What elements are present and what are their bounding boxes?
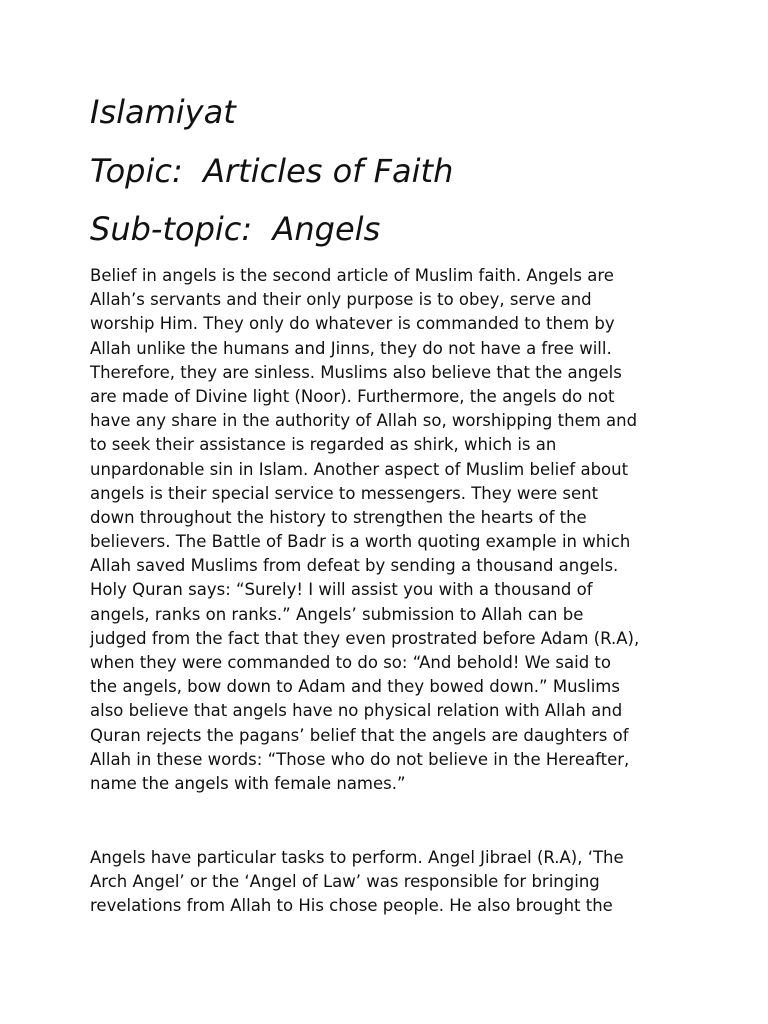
paragraph-line: angels is their special service to messengers. They were sent — [90, 483, 599, 503]
paragraph-line: Allah unlike the humans and Jinns, they do not have a free will. — [90, 338, 612, 358]
body-paragraph-2 — [90, 846, 690, 919]
paragraph-line: Allah saved Muslims from defeat by sending a thousand angels. — [90, 556, 619, 576]
paragraph-line: name the angels with female names.” — [90, 773, 406, 793]
paragraph-line: angels, ranks on ranks.” Angels’ submission to Allah can be — [90, 604, 584, 624]
paragraph-line: Quran rejects the pagans’ belief that the angels are daughters of — [90, 725, 629, 745]
paragraph-line: the angels, bow down to Adam and they bowed down.” Muslims — [90, 677, 620, 697]
paragraph-line: are made of Divine light (Noor). Furthermore, the angels do not — [90, 386, 615, 406]
paragraph-line: unpardonable sin in Islam. Another aspect of Muslim belief about — [90, 459, 629, 479]
paragraph-line: also believe that angels have no physical relation with Allah and — [90, 701, 623, 721]
paragraph-line: worship Him. They only do whatever is commanded to them by — [90, 314, 615, 334]
paragraph-line: down throughout the history to strengthen the hearts of the — [90, 507, 587, 527]
paragraph-line: believers. The Battle of Badr is a worth quoting example in which — [90, 532, 631, 552]
paragraph-line: Allah in these words: “Those who do not believe in the Hereafter, — [90, 749, 630, 769]
page-title: Islamiyat — [90, 93, 236, 131]
paragraph-line: have any share in the authority of Allah so, worshipping them and — [90, 411, 638, 431]
paragraph-line: when they were commanded to do so: “And behold! We said to — [90, 653, 611, 672]
paragraph-line: Angels have particular tasks to perform. Angel Jibrael (R.A), ‘The — [90, 848, 624, 867]
paragraph-line: Therefore, they are sinless. Muslims also believe that the angels — [90, 362, 622, 382]
subtopic-heading: Sub-topic: Angels — [90, 210, 381, 248]
paragraph-line: judged from the fact that they even prostrated before Adam (R.A), — [90, 628, 640, 648]
paragraph-line: Holy Quran says: “Surely! I will assist you with a thousand of — [90, 580, 593, 600]
body-paragraph-1 — [90, 264, 690, 796]
paragraph-line: Belief in angels is the second article of Muslim faith. Angels are — [90, 266, 614, 285]
paragraph-line: Allah’s servants and their only purpose is to obey, serve and — [90, 290, 592, 310]
paragraph-line: revelations from Allah to His chose people. He also brought the — [90, 896, 613, 916]
paragraph-line: Arch Angel’ or the ‘Angel of Law’ was responsible for bringing — [90, 872, 600, 892]
topic-heading: Topic: Articles of Faith — [90, 152, 454, 190]
paragraph-line: to seek their assistance is regarded as shirk, which is an — [90, 435, 557, 455]
